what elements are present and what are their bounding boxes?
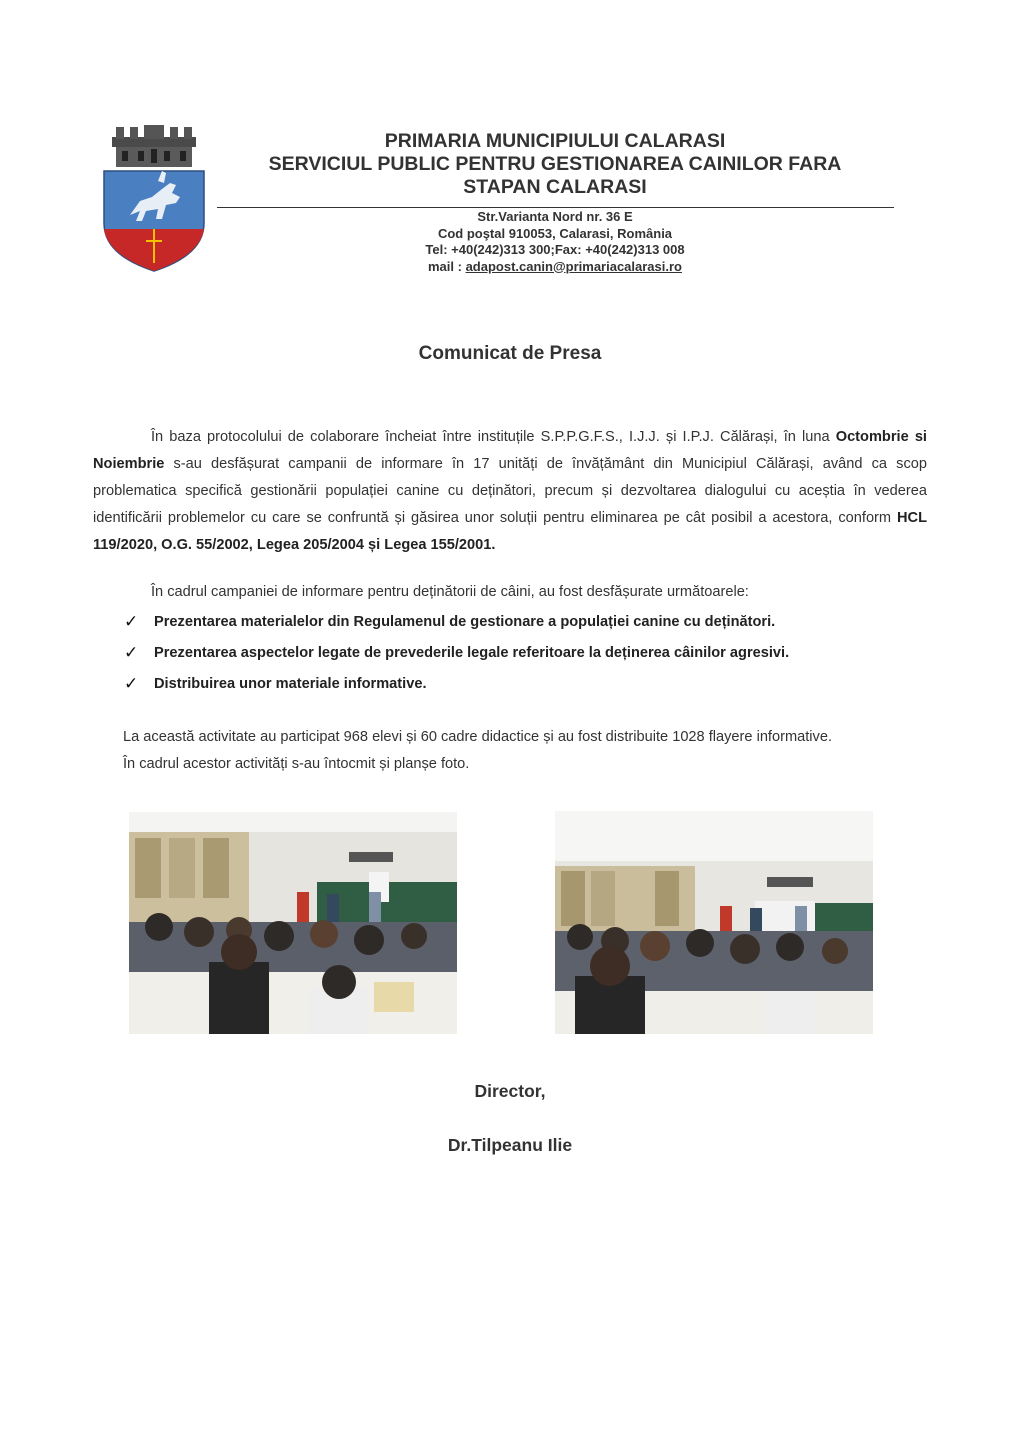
list-item [124, 609, 944, 640]
campaign-intro: În cadrul campaniei de informare pentru deținătorii de câini, au fost desfășurate următoarele: [151, 584, 749, 600]
mail-label: mail : [427, 258, 466, 274]
list-item [124, 671, 944, 702]
list-item-text: Prezentarea aspectelor legate de prevederile legale referitoare la deținerea câinilor agresivi. [154, 645, 790, 661]
paragraph-text-1: În baza protocolului de colaborare încheiat între instituțile S.P.P.G.F.S., I.J.J. și I.P.J. Călărași, în luna [151, 429, 836, 445]
header-divider [217, 207, 894, 208]
city-coat-of-arms-icon [100, 123, 208, 273]
checkmark-icon: ✓ [124, 674, 139, 693]
main-paragraph [93, 424, 927, 559]
mail-line [380, 259, 730, 276]
classroom-photo-2 [555, 811, 873, 1034]
activities-list [124, 609, 944, 702]
contact-block [380, 209, 730, 275]
header-line-1: PRIMARIA MUNICIPIULUI CALARASI [384, 130, 726, 152]
participation-paragraph [123, 724, 923, 778]
phone-fax: Tel: +40(242)313 300;Fax: +40(242)313 008 [425, 242, 685, 257]
participation-line-2: În cadrul acestor activități s-au întocmit și planșe foto. [123, 756, 470, 772]
list-item-text: Prezentarea materialelor din Regulamenul de gestionare a populației canine cu deținători. [154, 614, 776, 630]
header-line-3: STAPAN CALARASI [463, 176, 647, 198]
list-item-text: Distribuirea unor materiale informative. [154, 676, 427, 692]
signature-name: Dr.Tilpeanu Ilie [447, 1135, 573, 1155]
header-line-2: SERVICIUL PUBLIC PENTRU GESTIONAREA CAINILOR FARA [268, 153, 842, 175]
list-item [124, 640, 944, 671]
email-link[interactable]: adapost.canin@primariacalarasi.ro [465, 258, 682, 274]
participation-line-1: La această activitate au participat 968 elevi și 60 cadre didactice și au fost distribuite 1028 flayere informative. [123, 729, 833, 745]
document-title: Comunicat de Presa [418, 343, 602, 364]
checkmark-icon: ✓ [124, 612, 139, 631]
paragraph-text-2: s-au desfășurat campanii de informare în 17 unități de învățământ din Municipiul Călărași, având ca scop problematica specifică gestionării populației canine cu deținători, precum și dezvoltarea dialogului cu aceștia în vederea identificării problemelor cu care se confruntă și găsirea unor soluții pentru eliminarea pe cât posibil a acestora, conform [93, 456, 927, 526]
institution-header [215, 130, 895, 199]
postal-code: Cod poştal 910053, Calarasi, România [437, 225, 673, 241]
signature-role: Director, [474, 1081, 546, 1101]
classroom-photo-1 [129, 812, 457, 1034]
paragraph-bold-laws: HCL 119/2020, O.G. 55/2002, Legea 205/2004 și Legea 155/2001. [93, 510, 927, 553]
checkmark-icon: ✓ [124, 643, 139, 662]
address: Str.Varianta Nord nr. 36 E [477, 209, 633, 224]
paragraph-bold-months: Octombrie si Noiembrie [93, 429, 927, 472]
